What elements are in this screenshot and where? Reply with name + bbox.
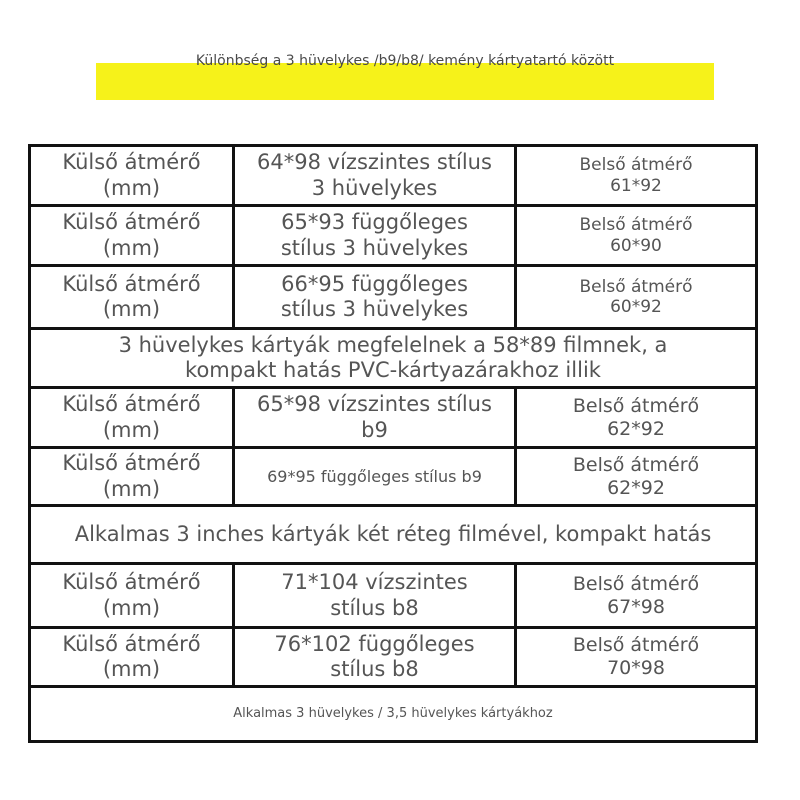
outer-diameter-label: Külső átmérő (mm)	[31, 147, 235, 204]
spec-table	[28, 144, 758, 743]
table-row	[31, 565, 755, 629]
size-style: 69*95 függőleges stílus b9	[235, 449, 517, 504]
outer-diameter-label: Külső átmérő (mm)	[31, 565, 235, 626]
table-note-row	[31, 330, 755, 389]
size-style: 76*102 függőleges stílus b8	[235, 629, 517, 685]
note-text: Alkalmas 3 inches kártyák két réteg filmével, kompakt hatás	[74, 521, 712, 546]
table-row	[31, 449, 755, 507]
table-row	[31, 267, 755, 330]
outer-diameter-label: Külső átmérő (mm)	[31, 207, 235, 264]
outer-diameter-label: Külső átmérő (mm)	[31, 267, 235, 327]
note-text: 3 hüvelykes kártyák megfelelnek a 58*89 filmnek, a kompakt hatás PVC-kártyazárakhoz illik	[118, 332, 668, 382]
table-row	[31, 389, 755, 449]
table-note-row	[31, 507, 755, 565]
inner-diameter: Belső átmérő 70*98	[572, 634, 700, 679]
inner-diameter: Belső átmérő 67*98	[572, 572, 700, 618]
outer-diameter-label: Külső átmérő (mm)	[31, 449, 235, 504]
size-style: 65*93 függőleges stílus 3 hüvelykes	[235, 207, 517, 264]
outer-diameter-label: Külső átmérő (mm)	[31, 629, 235, 685]
inner-diameter: Belső átmérő 61*92	[579, 155, 693, 196]
inner-diameter: Belső átmérő 60*92	[579, 276, 693, 317]
size-style: 71*104 vízszintes stílus b8	[235, 565, 517, 626]
page-title: Különbség a 3 hüvelykes /b9/b8/ kemény kártyatartó között	[195, 53, 615, 69]
inner-diameter: Belső átmérő 62*92	[572, 394, 700, 440]
size-style: 64*98 vízszintes stílus 3 hüvelykes	[235, 147, 517, 204]
note-text: Alkalmas 3 hüvelykes / 3,5 hüvelykes kártyákhoz	[233, 706, 553, 722]
table-row	[31, 629, 755, 688]
table-row	[31, 207, 755, 267]
table-note-row	[31, 688, 755, 740]
table-row	[31, 147, 755, 207]
outer-diameter-label: Külső átmérő (mm)	[31, 389, 235, 446]
inner-diameter: Belső átmérő 60*90	[579, 215, 693, 256]
size-style: 65*98 vízszintes stílus b9	[235, 389, 517, 446]
size-style: 66*95 függőleges stílus 3 hüvelykes	[235, 267, 517, 327]
inner-diameter: Belső átmérő 62*92	[572, 453, 700, 499]
